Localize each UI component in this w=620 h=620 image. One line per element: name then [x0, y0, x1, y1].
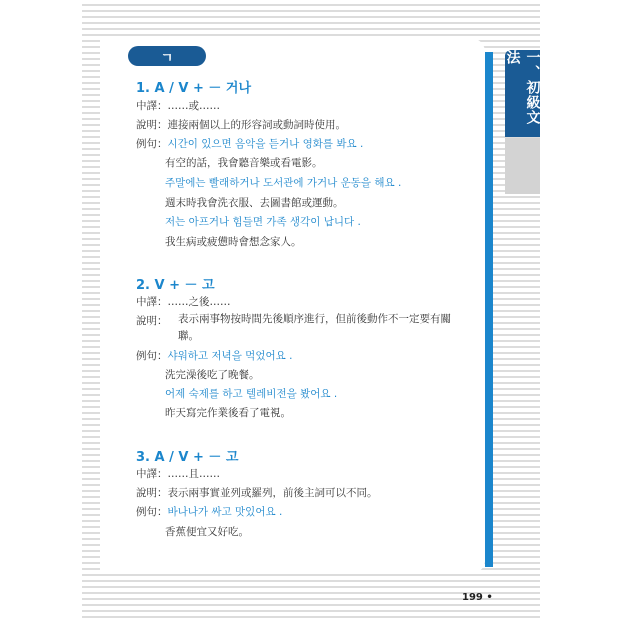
explanation-label: 說明： — [136, 315, 168, 327]
accent-bar — [485, 52, 493, 567]
explanation-row — [136, 313, 168, 328]
example-row — [136, 504, 282, 519]
translation-row — [136, 466, 220, 481]
chapter-tab-inactive — [505, 138, 540, 194]
section-title: 3. A / V + － 고 — [136, 450, 239, 465]
example-row — [136, 348, 292, 363]
translation-text: ……或…… — [167, 100, 220, 112]
example-chinese: 我生病或疲憊時會想念家人。 — [165, 236, 302, 248]
example-chinese: 昨天寫完作業後看了電視。 — [165, 407, 291, 419]
example-chinese: 有空的話，我會聽音樂或看電影。 — [165, 157, 323, 169]
section-title: 1. A / V + － 거나 — [136, 81, 252, 96]
chapter-tab[interactable]: 一、初級文法 — [505, 50, 540, 137]
explanation-row — [136, 485, 378, 500]
example-korean: 저는 아프거나 힘들면 가족 생각이 납니다 . — [165, 216, 361, 228]
page-number: 199 • — [462, 592, 493, 603]
example-chinese: 香蕉便宜又好吃。 — [165, 526, 249, 538]
example-korean: 어제 숙제를 하고 텔레비전을 봤어요 . — [165, 388, 338, 400]
translation-row — [136, 294, 231, 309]
example-label: 例句： — [136, 506, 168, 518]
example-chinese: 週末時我會洗衣服、去圖書館或運動。 — [165, 197, 344, 209]
translation-text: ……之後…… — [167, 296, 231, 308]
example-korean: 시간이 있으면 음악을 듣거나 영화를 봐요 . — [167, 138, 364, 150]
translation-label: 中譯： — [136, 468, 168, 480]
letter-tab: ㄱ — [128, 46, 206, 66]
section-title: 2. V + － 고 — [136, 278, 215, 293]
translation-label: 中譯： — [136, 296, 168, 308]
translation-row — [136, 98, 220, 113]
example-korean: 주말에는 빨래하거나 도서관에 가거나 운동을 해요 . — [165, 177, 402, 189]
explanation-text: 表示兩事實並列或羅列，前後主詞可以不同。 — [167, 487, 378, 499]
example-korean: 바나나가 싸고 맛있어요 . — [167, 506, 283, 518]
explanation-label: 說明： — [136, 119, 168, 131]
explanation-text: 連接兩個以上的形容詞或動詞時使用。 — [167, 119, 346, 131]
translation-label: 中譯： — [136, 100, 168, 112]
example-label: 例句： — [136, 350, 168, 362]
example-label: 例句： — [136, 138, 168, 150]
example-korean: 샤워하고 저녁을 먹었어요 . — [167, 350, 293, 362]
translation-text: ……且…… — [167, 468, 220, 480]
explanation-row — [136, 117, 346, 132]
explanation-label: 說明： — [136, 487, 168, 499]
explanation-text: 表示兩事物按時間先後順序進行，但前後動作不一定要有關聯。 — [178, 313, 451, 342]
example-chinese: 洗完澡後吃了晚餐。 — [165, 369, 260, 381]
example-row — [136, 136, 363, 151]
